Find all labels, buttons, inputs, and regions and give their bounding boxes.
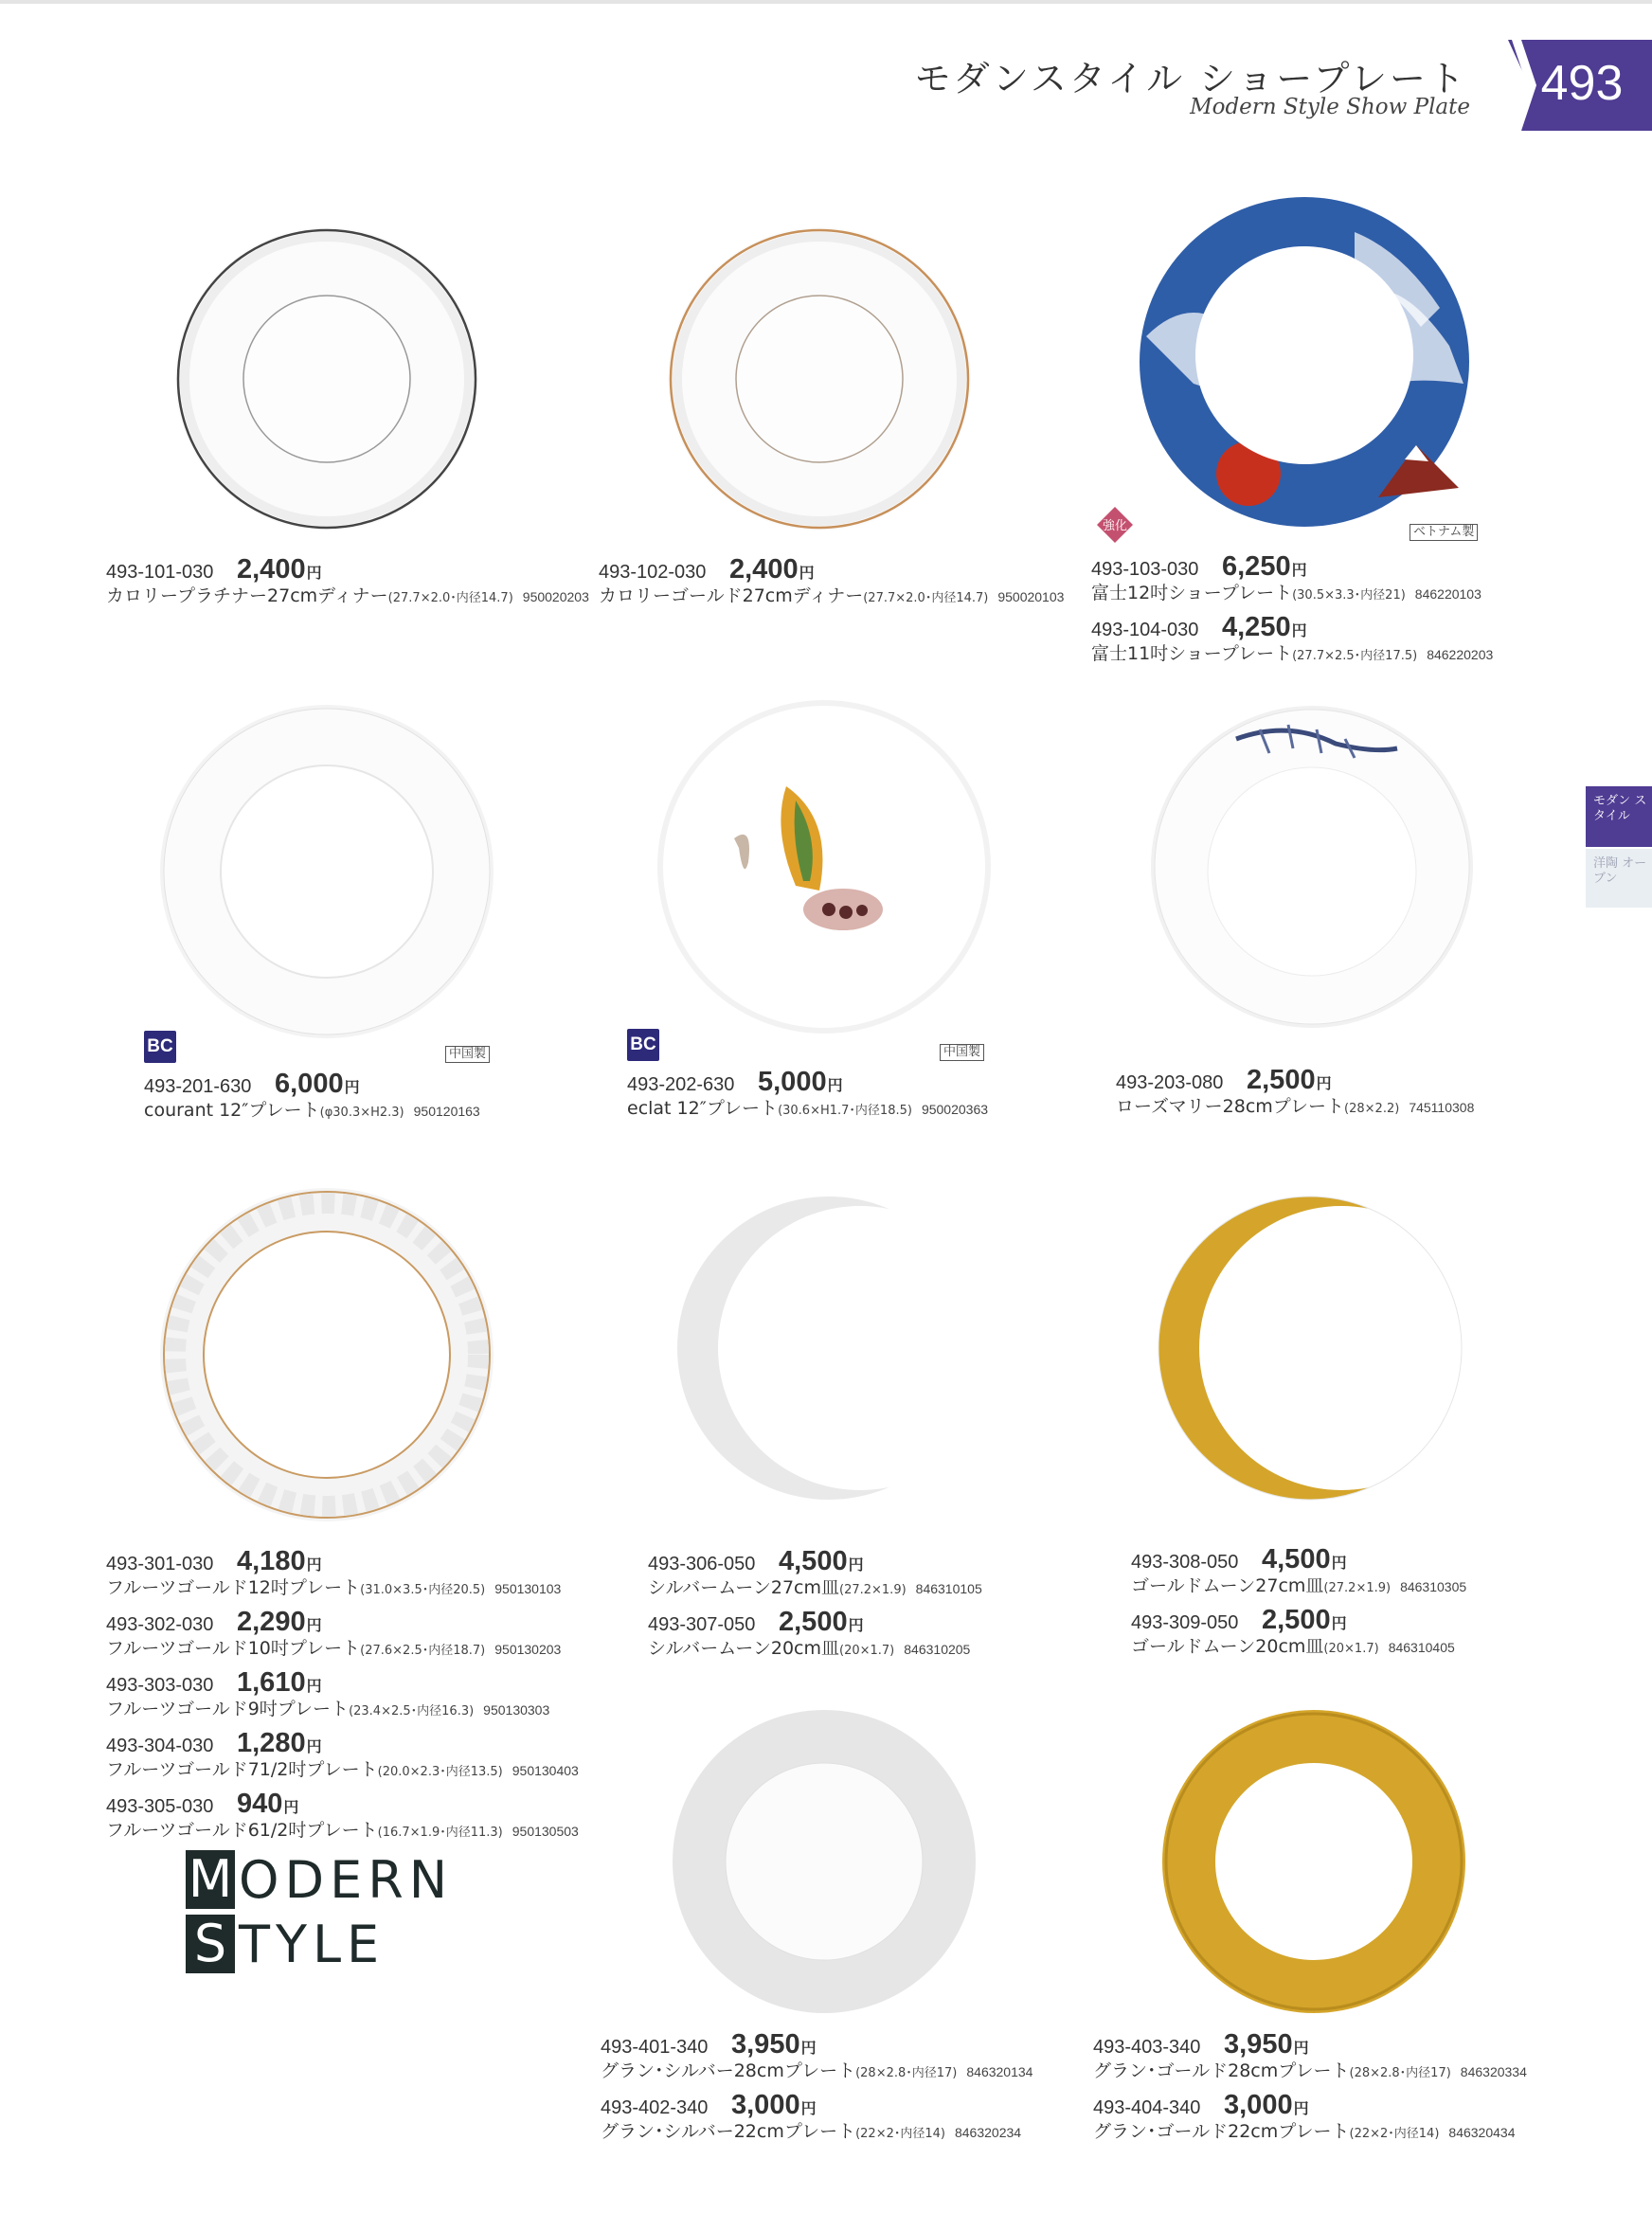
product-text-grand-gold: 493-403-340 3,950 円 グラン･ゴールド28cmプレート(28×2.8･内径17) 846320334 493-404-340 3,000 円 グラン･ゴールド22cmプレート(22×2･内径14) 846320434 (1093, 2029, 1527, 2142)
product-name: フルーツゴールド71/2吋プレート (106, 1759, 378, 1780)
product-text-calorie-platinum: 493-101-030 2,400 円 カロリープラチナー27cmディナー(27.7×2.0･内径14.7) 950020203 (106, 554, 589, 606)
product-code: 493-303-030 (106, 1675, 214, 1696)
product-price: 3,000 (1224, 2090, 1293, 2120)
product-dimensions: (28×2.8･内径17) (1349, 2066, 1451, 2080)
product-name: シルバームーン20cm皿 (648, 1638, 839, 1659)
product-code: 493-102-030 (599, 562, 707, 583)
side-tab-modern-style[interactable]: モダン スタイル (1586, 786, 1652, 847)
product-dimensions: (27.7×2.5･内径17.5) (1292, 649, 1418, 663)
product-dimensions: (27.2×1.9) (839, 1583, 907, 1597)
product-name: グラン･シルバー22cmプレート (601, 2121, 856, 2142)
product-dimensions: (20×1.7) (839, 1644, 895, 1658)
product-name: グラン･ゴールド28cmプレート (1093, 2060, 1350, 2081)
logo-letter-m: M (186, 1850, 235, 1909)
product-name: eclat 12″プレート (627, 1098, 779, 1119)
product-jan: 950020103 (997, 589, 1065, 604)
product-jan: 846320334 (1460, 2064, 1527, 2079)
product-code: 493-307-050 (648, 1614, 756, 1635)
tempered-badge-label: 強化 (1102, 519, 1128, 533)
product-dimensions: (27.7×2.0･内径14.7) (387, 591, 513, 605)
product-jan: 846310305 (1400, 1579, 1467, 1594)
product-dimensions: (27.6×2.5･内径18.7) (360, 1644, 486, 1658)
product-price: 6,250 (1222, 551, 1291, 582)
product-price: 4,500 (779, 1546, 848, 1576)
product-price: 3,950 (731, 2029, 800, 2060)
product-price: 2,400 (729, 554, 799, 585)
plate-image-calorie-platinum (171, 223, 483, 535)
product-name: グラン･シルバー28cmプレート (601, 2060, 856, 2081)
product-code: 493-103-030 (1091, 559, 1199, 580)
side-tab-oven[interactable]: 洋陶 オーブン (1586, 849, 1652, 908)
product-dimensions: (22×2･内径14) (1349, 2127, 1440, 2141)
plate-image-rosemary (1146, 701, 1478, 1033)
product-price: 1,610 (237, 1667, 306, 1698)
product-jan: 950130203 (494, 1642, 562, 1657)
product-price: 2,500 (1262, 1605, 1331, 1635)
product-price: 4,500 (1262, 1544, 1331, 1574)
product-price: 3,950 (1224, 2029, 1293, 2060)
product-price: 5,000 (758, 1067, 827, 1097)
product-dimensions: (30.5×3.3･内径21) (1292, 588, 1406, 603)
product-jan: 950130503 (512, 1824, 579, 1839)
product-name: フルーツゴールド10吋プレート (106, 1638, 361, 1659)
plate-image-grand-silver (668, 1705, 980, 2018)
product-price: 2,500 (1247, 1065, 1316, 1095)
product-jan: 846220103 (1414, 586, 1481, 602)
product-text-fruits-gold: 493-301-030 4,180 円 フルーツゴールド12吋プレート(31.0×3.5･内径20.5) 950130103 493-302-030 2,290 円 フルーツゴールド10吋プレート(27.6×2.5･内径18.7) 950130203 493-303-030 1,610 円 フルーツゴールド9吋プレート(23.4×2.5･内径16.3) 950130303 493-304-030 1,280 円 フルーツゴールド71/2吋プレート(20.0×2.3･内径13.5) 950130403 493-305-030 940 円 フルーツゴールド61/2吋プレート(16.7×1.9･内径11.3) 950130503 (106, 1546, 579, 1841)
product-code: 493-309-050 (1131, 1612, 1239, 1633)
page-subtitle: Modern Style Show Plate (1190, 95, 1470, 119)
product-name: 富士12吋ショープレート (1091, 583, 1293, 603)
product-text-courant: 493-201-630 6,000 円 courant 12″プレート(φ30.3×H2.3) 950120163 (144, 1069, 480, 1121)
product-dimensions: (28×2.8･内径17) (855, 2066, 958, 2080)
product-price: 2,500 (779, 1607, 848, 1637)
plate-image-silver-moon (673, 1192, 985, 1504)
product-jan: 950130403 (512, 1763, 579, 1778)
product-price: 2,400 (237, 554, 306, 585)
product-price: 4,250 (1222, 612, 1291, 642)
product-dimensions: (20.0×2.3･内径13.5) (377, 1765, 503, 1779)
origin-label-china: 中国製 (940, 1044, 984, 1061)
product-price: 6,000 (275, 1069, 344, 1099)
product-code: 493-306-050 (648, 1554, 756, 1574)
logo-letter-s: S (186, 1915, 235, 1973)
product-code: 493-404-340 (1093, 2097, 1201, 2118)
product-jan: 950020203 (522, 589, 589, 604)
product-code: 493-403-340 (1093, 2037, 1201, 2058)
product-jan: 950120163 (413, 1104, 480, 1119)
top-rule (0, 0, 1652, 4)
modern-style-logo (186, 1847, 453, 1976)
product-text-grand-silver: 493-401-340 3,950 円 グラン･シルバー28cmプレート(28×2.8･内径17) 846320134 493-402-340 3,000 円 グラン･シルバー22cmプレート(22×2･内径14) 846320234 (601, 2029, 1033, 2142)
product-jan: 846320434 (1448, 2125, 1516, 2140)
product-jan: 846220203 (1427, 647, 1494, 662)
plate-image-eclat (654, 696, 995, 1037)
product-jan: 950020363 (921, 1102, 989, 1117)
product-code: 493-308-050 (1131, 1552, 1239, 1573)
product-jan: 846320134 (966, 2064, 1033, 2079)
product-code: 493-104-030 (1091, 620, 1199, 640)
product-jan: 846310405 (1388, 1640, 1455, 1655)
product-dimensions: (20×1.7) (1323, 1642, 1379, 1656)
product-dimensions: (23.4×2.5･内径16.3) (349, 1704, 475, 1718)
product-name: カロリーゴールド27cmディナー (599, 585, 864, 606)
product-code: 493-304-030 (106, 1736, 214, 1756)
product-dimensions: (22×2･内径14) (855, 2127, 945, 2141)
plate-image-grand-gold (1158, 1705, 1470, 2018)
product-code: 493-201-630 (144, 1076, 252, 1097)
product-text-eclat: 493-202-630 5,000 円 eclat 12″プレート(30.6×H1.7･内径18.5) 950020363 (627, 1067, 989, 1119)
plate-image-courant (156, 701, 497, 1042)
product-code: 493-402-340 (601, 2097, 709, 2118)
product-jan: 846310205 (904, 1642, 971, 1657)
product-jan: 846320234 (954, 2125, 1022, 2140)
product-dimensions: (28×2.2) (1344, 1102, 1400, 1116)
tempered-badge (1095, 505, 1135, 545)
product-name: フルーツゴールド9吋プレート (106, 1699, 350, 1719)
product-name: フルーツゴールド61/2吋プレート (106, 1820, 378, 1841)
plate-image-calorie-gold (663, 223, 976, 535)
product-code: 493-203-080 (1116, 1072, 1224, 1093)
plate-image-fuji (1137, 194, 1473, 531)
bc-badge: BC (144, 1031, 176, 1063)
plate-image-fruits-gold (156, 1184, 497, 1525)
product-dimensions: (27.7×2.0･内径14.7) (863, 591, 989, 605)
product-text-fuji: 493-103-030 6,250 円 富士12吋ショープレート(30.5×3.3･内径21) 846220103 493-104-030 4,250 円 富士11吋ショープレート(27.7×2.5･内径17.5) 846220203 (1091, 551, 1494, 664)
product-name: ゴールドムーン27cm皿 (1131, 1575, 1324, 1596)
product-price: 2,290 (237, 1607, 306, 1637)
product-name: courant 12″プレート (144, 1100, 320, 1121)
product-code: 493-401-340 (601, 2037, 709, 2058)
product-code: 493-202-630 (627, 1074, 735, 1095)
logo-word-tyle: TYLE (239, 1914, 386, 1974)
product-text-silver-moon: 493-306-050 4,500 円 シルバームーン27cm皿(27.2×1.9) 846310105 493-307-050 2,500 円 シルバームーン20cm皿(20×1.7) 846310205 (648, 1546, 982, 1659)
product-code: 493-302-030 (106, 1614, 214, 1635)
product-name: フルーツゴールド12吋プレート (106, 1577, 361, 1598)
page-number: 493 (1540, 56, 1624, 111)
product-price: 3,000 (731, 2090, 800, 2120)
product-price: 940 (237, 1789, 283, 1819)
product-name: 富士11吋ショープレート (1091, 643, 1293, 664)
product-name: シルバームーン27cm皿 (648, 1577, 839, 1598)
product-price: 4,180 (237, 1546, 306, 1576)
product-dimensions: (27.2×1.9) (1323, 1581, 1392, 1595)
product-dimensions: (φ30.3×H2.3) (319, 1106, 404, 1120)
product-text-gold-moon: 493-308-050 4,500 円 ゴールドムーン27cm皿(27.2×1.9) 846310305 493-309-050 2,500 円 ゴールドムーン20cm皿(20×1.7) 846310405 (1131, 1544, 1467, 1657)
product-jan: 846310105 (915, 1581, 982, 1596)
product-jan: 745110308 (1409, 1100, 1475, 1115)
product-jan: 950130103 (494, 1581, 562, 1596)
logo-word-odern: ODERN (239, 1849, 454, 1910)
page-title: モダンスタイル ショープレート (914, 58, 1467, 99)
origin-label-china: 中国製 (445, 1046, 490, 1063)
product-code: 493-305-030 (106, 1796, 214, 1817)
product-name: ローズマリー28cmプレート (1116, 1096, 1345, 1117)
product-name: ゴールドムーン20cm皿 (1131, 1636, 1324, 1657)
product-price: 1,280 (237, 1728, 306, 1758)
product-name: グラン･ゴールド22cmプレート (1093, 2121, 1350, 2142)
origin-label-vietnam: ベトナム製 (1410, 524, 1478, 541)
product-jan: 950130303 (483, 1702, 550, 1718)
product-name: カロリープラチナー27cmディナー (106, 585, 388, 606)
product-code: 493-101-030 (106, 562, 214, 583)
product-text-rosemary: 493-203-080 2,500 円 ローズマリー28cmプレート(28×2.2) 745110308 (1116, 1065, 1475, 1117)
product-text-calorie-gold: 493-102-030 2,400 円 カロリーゴールド27cmディナー(27.7×2.0･内径14.7) 950020103 (599, 554, 1065, 606)
plate-image-gold-moon (1154, 1192, 1466, 1504)
product-dimensions: (30.6×H1.7･内径18.5) (778, 1104, 912, 1118)
product-dimensions: (31.0×3.5･内径20.5) (360, 1583, 486, 1597)
product-dimensions: (16.7×1.9･内径11.3) (377, 1826, 503, 1840)
product-code: 493-301-030 (106, 1554, 214, 1574)
bc-badge: BC (627, 1029, 659, 1061)
